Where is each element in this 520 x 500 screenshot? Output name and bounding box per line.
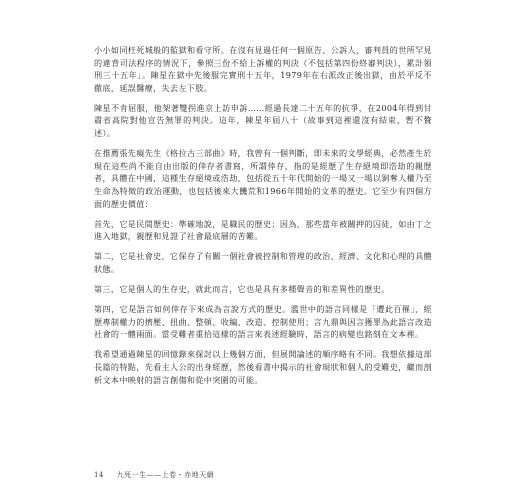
paragraph-4: 首先，它是民間歷史：準確地說，是職民的歷史；因為，那些當年被關押的囚徒，如由丁之進入地獄，親歷和見證了社會最底層的苦難。 xyxy=(94,218,432,242)
paragraph-8: 我希望通過陳星的回憶錄來探討以上幾個方面，但展開論述的順序略有不同。我想依據這部長篇的特點，先看主人公的出身經歷，然後看書中揭示的社會現狀和個人的受難史，繼而剖析文本中映射的語言創傷和從中突圍的可能。 xyxy=(94,349,432,385)
paragraph-5: 第二，它是社會史，它保存了有關一個社會被控制和管理的政治、經濟、文化和心理的具體狀態。 xyxy=(94,251,432,274)
body-text xyxy=(94,44,432,386)
paragraph-7: 第四，它是語言如何倖存下來成為言說方式的歷史。濫世中的語言同樣是「遭此百罹」，經歷專制權力的擠壓、扭曲、整頓、收編、改造、控制使用；言九鼎與因言獲罪為此語言改造社會的一體兩面。當受難者重拾這樣的語言來表述經驗時，語言的病變也銘刻在文本裡。 xyxy=(94,304,432,340)
page-number: 14 xyxy=(94,471,104,479)
paragraph-2: 陳星不肯屈服，他架著雙拐進京上訪申訴……經過長達二十五年的抗爭，在2004年得到甘肅省高院對他宣告無罪的判決。這年，陳星年屆八十（故事到這裡還沒有結束，暫不贅述）。 xyxy=(94,102,432,139)
paragraph-3: 在推薦張先癡先生《格拉古三部曲》時，我曾有一個判斷，即未來的文學經典，必然產生於現在這些尚不能自由出版的倖存者書寫，所謂倖存，指的是經歷了生存絕境即浩劫的親歷者，具體在中國，這種生存絕境或浩劫，包括從五十年代開始的一場又一場以剝奪人權乃至生命為特徵的政治運動，也包括後來大饑荒和1966年開始的文革的歷史。它至少有四個方面的歷史價值： xyxy=(94,148,432,209)
paragraph-1: 小小如同枉死城般的監獄和看守所。在沒有見過任何一個原告、公訴人，審判員的世所罕見的違背司法程序的情況下，參照三份不給上訴權的判決（不包括第四份終審判決），累計領刑三十五年」。陳星在獄中先後服完實刑十五年，1979年在右派改正後出獄，由於平反不徹底，延誤醫療，失去左下肢。 xyxy=(94,45,432,93)
running-title: 九死一生——上卷・赤地天網 xyxy=(116,471,215,479)
page-footer xyxy=(94,470,214,480)
paragraph-6: 第三，它是個人的生存史，就此而言，它也是具有多種聲音的和差異性的歷史。 xyxy=(94,284,390,294)
